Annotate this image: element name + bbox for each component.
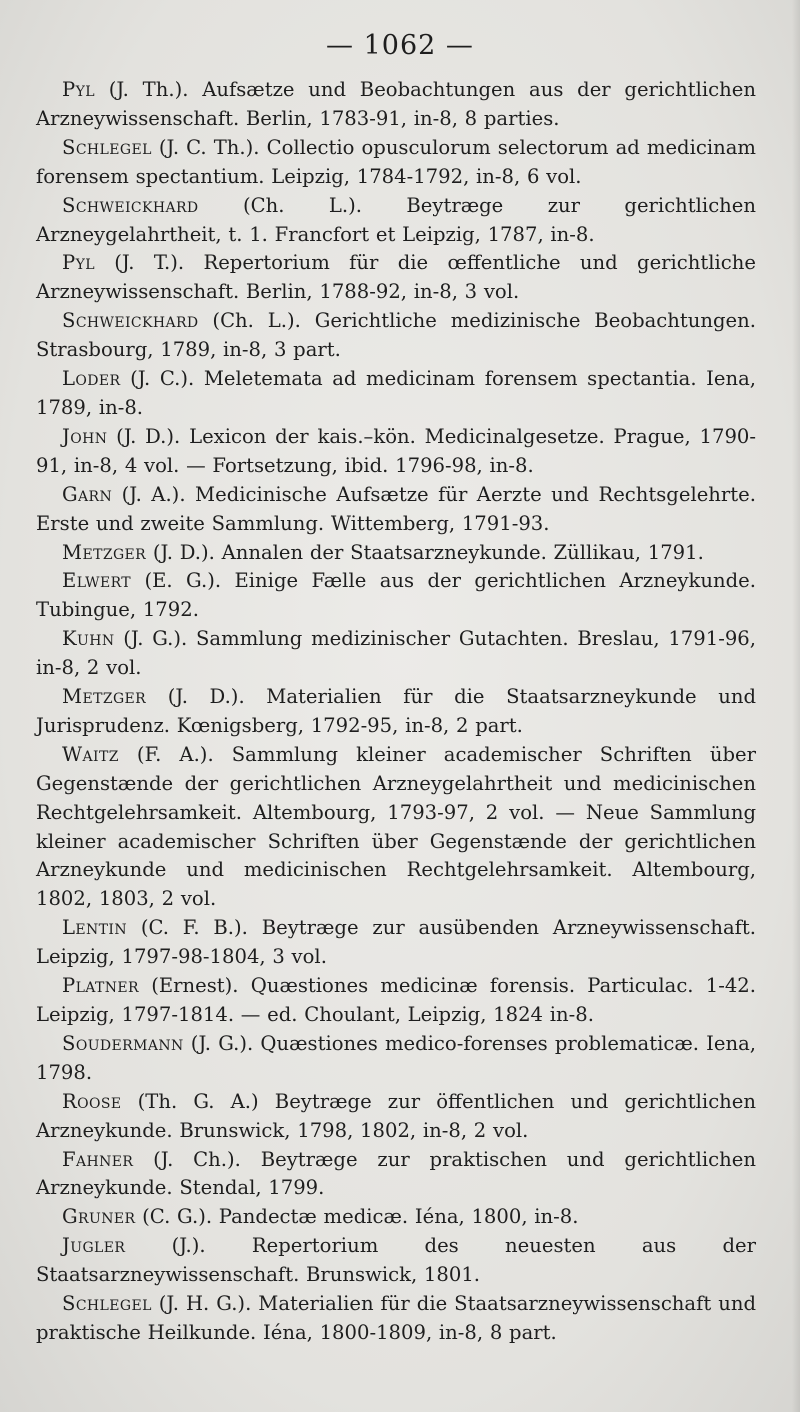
entry-details: (J.). Repertorium des neuesten aus der Staatsarzneywissenschaft. Brunswick, 1801. (36, 1234, 756, 1287)
entry-author: Schlegel (62, 1292, 152, 1316)
entry-author: John (62, 424, 108, 448)
entry-author: Kuhn (62, 627, 115, 651)
entry-author: Pyl (62, 251, 95, 275)
bibliography-entry (36, 134, 756, 192)
entry-details: (C. G.). Pandectæ medicæ. Iéna, 1800, in-8. (135, 1205, 579, 1229)
entry-author: Gruner (62, 1205, 136, 1229)
entry-author: Garn (62, 482, 113, 506)
bibliography-entry (36, 76, 756, 134)
bibliography-entry (36, 683, 756, 741)
bibliography-entry (36, 1232, 756, 1290)
bibliography-entry (36, 1290, 756, 1348)
entry-author: Elwert (62, 569, 132, 593)
entry-details: (E. G.). Einige Fælle aus der gerichtlichen Arzneykunde. Tubingue, 1792. (36, 569, 756, 622)
entry-details: (Ernest). Quæstiones medicinæ forensis. Particulac. 1-42. Leipzig, 1797-1814. — ed. Choulant, Leipzig, 1824 in-8. (36, 974, 756, 1026)
entry-author: Jugler (62, 1234, 126, 1258)
entry-author: Schweickhard (62, 309, 199, 333)
entry-details: (J. D.). Lexicon der kais.–kön. Medicinalgesetze. Prague, 1790-91, in-8, 4 vol. — Fortsetzung, ibid. 1796-98, in-8. (36, 424, 756, 477)
bibliography-entry (36, 567, 756, 625)
entry-details: (J. C. Th.). Collectio opusculorum selectorum ad medicinam forensem spectantium. Leipzig, 1784-1792, in-8, 6 vol. (36, 135, 756, 188)
entry-details: (Ch. L.). Gerichtliche medizinische Beobachtungen. Strasbourg, 1789, in-8, 3 part. (36, 309, 756, 362)
bibliography-entry (36, 365, 756, 423)
bibliography-entry (36, 914, 756, 972)
bibliography-entry (36, 625, 756, 683)
bibliography-entry (36, 972, 756, 1030)
entry-author: Schweickhard (62, 193, 199, 217)
bibliography-list (36, 76, 756, 1348)
page-edge-shadow (792, 0, 800, 1412)
entry-author: Metzger (62, 540, 147, 564)
entry-details: (Th. G. A.) Beytræge zur öffentlichen und gerichtlichen Arzneykunde. Brunswick, 1798, 1802, in-8, 2 vol. (36, 1089, 756, 1142)
entry-author: Waitz (62, 742, 119, 766)
entry-details: (J. D.). Materialien für die Staatsarzneykunde und Jurisprudenz. Kœnigsberg, 1792-95, in-8, 2 part. (36, 685, 756, 737)
entry-author: Soudermann (62, 1031, 184, 1055)
entry-details: (J. H. G.). Materialien für die Staatsarzneywissenschaft und praktische Heilkunde. Iéna, 1800-1809, in-8, 8 part. (36, 1292, 756, 1344)
entry-details: (J. C.). Meletemata ad medicinam forensem spectantia. Iena, 1789, in-8. (36, 367, 756, 419)
bibliography-entry (36, 1030, 756, 1088)
entry-details: (J. G.). Sammlung medizinischer Gutachten. Breslau, 1791-96, in-8, 2 vol. (36, 627, 756, 680)
bibliography-entry (36, 481, 756, 539)
page-number: — 1062 — (326, 30, 474, 61)
entry-details: (J. T.). Repertorium für die œffentliche und gerichtliche Arzneywissenschaft. Berlin, 1788-92, in-8, 3 vol. (36, 251, 756, 304)
entry-details: (J. Th.). Aufsætze und Beobachtungen aus der gerichtlichen Arzneywissenschaft. Berlin, 1783-91, in-8, 8 parties. (36, 78, 756, 130)
entry-author: Schlegel (62, 135, 152, 159)
entry-author: Loder (62, 367, 121, 391)
entry-details: (Ch. L.). Beytræge zur gerichtlichen Arzneygelahrtheit, t. 1. Francfort et Leipzig, 1787, in-8. (36, 193, 756, 246)
bibliography-entry (36, 741, 756, 914)
entry-details: (F. A.). Sammlung kleiner academischer Schriften über Gegenstænde der gerichtlichen Arzneygelahrtheit und medicinischen Rechtgelehrsamkeit. Altembourg, 1793-97, 2 vol. — Neue Sammlung kleiner academischer Schriften über Gegenstænde der gerichtlichen Arzneykunde und medicinischen Rechtgelehrsamkeit. Altembourg, 1802, 1803, 2 vol. (36, 742, 756, 911)
entry-author: Metzger (62, 685, 147, 709)
bibliography-entry (36, 1146, 756, 1204)
bibliography-entry (36, 539, 756, 568)
bibliography-entry (36, 1088, 756, 1146)
bibliography-entry (36, 1203, 756, 1232)
entry-details: (J. Ch.). Beytræge zur praktischen und gerichtlichen Arzneykunde. Stendal, 1799. (36, 1147, 756, 1200)
entry-author: Roose (62, 1089, 122, 1113)
entry-author: Pyl (62, 78, 95, 101)
bibliography-entry (36, 307, 756, 365)
bibliography-entry (36, 249, 756, 307)
entry-author: Lentin (62, 916, 127, 940)
entry-details: (J. A.). Medicinische Aufsætze für Aerzte und Rechtsgelehrte. Erste und zweite Sammlung. Wittemberg, 1791-93. (36, 482, 756, 535)
entry-details: (C. F. B.). Beytræge zur ausübenden Arzneywissenschaft. Leipzig, 1797-98-1804, 3 vol. (36, 916, 756, 969)
entry-details: (J. G.). Quæstiones medico-forenses problematicæ. Iena, 1798. (36, 1031, 756, 1084)
entry-details: (J. D.). Annalen der Staatsarzneykunde. Züllikau, 1791. (146, 540, 704, 564)
bibliography-entry (36, 192, 756, 250)
entry-author: Fahner (62, 1147, 134, 1171)
bibliography-entry (36, 423, 756, 481)
entry-author: Platner (62, 974, 139, 998)
